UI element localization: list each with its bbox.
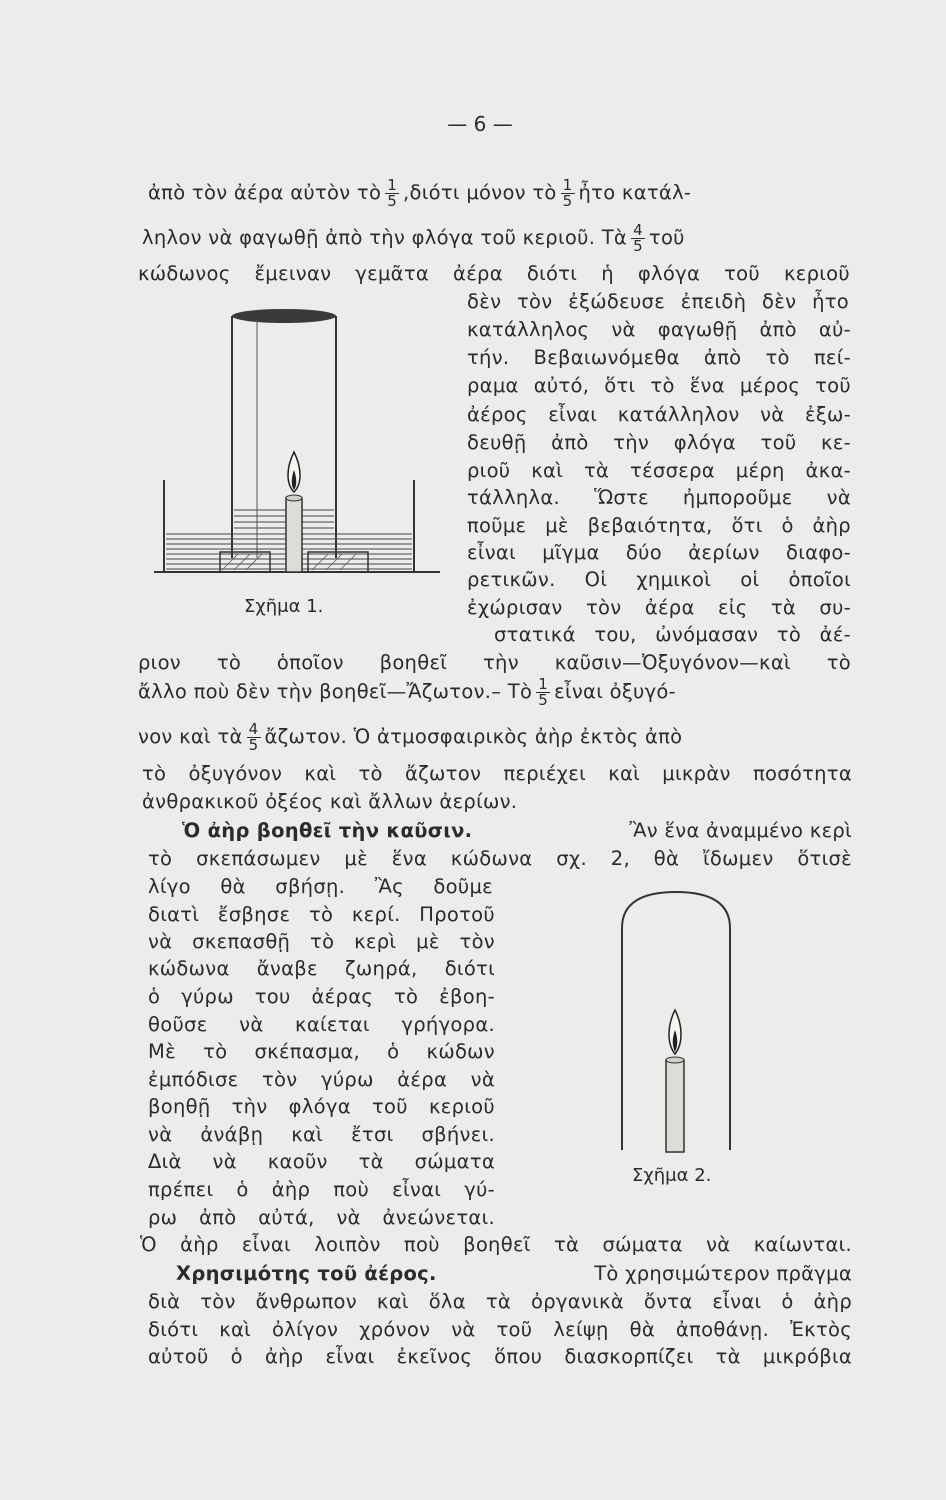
- fraction-numerator: 4: [248, 720, 259, 738]
- text-segment: ἄλλο ποὺ δὲν τὴν βοηθεῖ—Ἄζωτον.– Τὸ: [138, 680, 533, 703]
- text-line-10: ριοῦ καὶ τὰ τέσσερα μέρη ἀκα-: [467, 459, 851, 482]
- text-line-27: κώδωνα ἄναβε ζωηρά, διότι: [148, 957, 495, 980]
- fraction-numerator: 1: [538, 675, 549, 693]
- text-line-20: τὸ ὀξυγόνον καὶ τὸ ἄζωτον περιέχει καὶ μικρὰν ποσότητα: [142, 762, 852, 785]
- fraction-denominator: 5: [387, 192, 398, 210]
- text-line-40: διότι καὶ ὀλίγον χρόνον νὰ τοῦ λείψῃ θὰ ἀποθάνῃ. Ἐκτὸς: [148, 1318, 852, 1341]
- text-segment: τοῦ: [648, 226, 685, 249]
- figure-1-bell-jar-diagram: [140, 290, 470, 590]
- text-line-12: ποῦμε μὲ βεβαιότητα, ὅτι ὁ ἀὴρ: [467, 514, 851, 537]
- text-segment: ἦτο κατάλ-: [578, 181, 692, 204]
- text-line-7: ραμα αὐτό, ὅτι τὸ ἕνα μέρος τοῦ: [467, 374, 851, 397]
- fraction-four-fifths: [247, 722, 261, 753]
- text-segment: Τὸ χρησιμώτερον πρᾶγμα: [594, 1262, 852, 1285]
- section-heading: Ὁ ἀὴρ βοηθεῖ τὴν καῦσιν.: [182, 819, 473, 842]
- fraction-denominator: 5: [538, 691, 549, 709]
- text-line-25: διατὶ ἔσβησε τὸ κερί. Προτοῦ: [148, 903, 495, 926]
- fraction-denominator: 5: [633, 237, 643, 255]
- text-line-21: ἀνθρακικοῦ ὀξέος καὶ ἄλλων ἀερίων.: [142, 790, 518, 813]
- text-line-5: κατάλληλος νὰ φαγωθῇ ἀπὸ αὐ-: [467, 318, 851, 341]
- text-line-38: [176, 1262, 852, 1286]
- text-line-2: [142, 223, 685, 254]
- text-segment: νον καὶ τὰ: [138, 725, 243, 748]
- fraction-denominator: 5: [562, 192, 573, 210]
- text-line-34: Διὰ νὰ καοῦν τὰ σώματα: [148, 1150, 495, 1173]
- section-heading: Χρησιμότης τοῦ ἀέρος.: [176, 1262, 437, 1285]
- text-line-16: στατικά του, ὠνόμασαν τὸ ἀέ-: [494, 623, 851, 646]
- text-segment: εἶναι ὀξυγό-: [554, 680, 676, 703]
- figure-1-caption: Σχῆμα 1.: [244, 596, 324, 617]
- fraction-numerator: 1: [562, 176, 573, 194]
- text-line-33: νὰ ἀνάβῃ καὶ ἔτσι σβήνει.: [148, 1123, 495, 1146]
- text-line-26: νὰ σκεπασθῇ τὸ κερὶ μὲ τὸν: [148, 930, 495, 953]
- figure-2-bell-jar-diagram: [600, 880, 760, 1160]
- text-line-36: ρω ἀπὸ αὐτά, νὰ ἀνεώνεται.: [148, 1206, 495, 1229]
- text-line-29: θοῦσε νὰ καίεται γρήγορα.: [148, 1013, 495, 1036]
- candle: [666, 1060, 684, 1152]
- text-line-9: δευθῇ ἀπὸ τὴν φλόγα τοῦ κε-: [467, 431, 851, 454]
- bell-jar-top: [232, 309, 336, 323]
- text-line-13: εἶναι μῖγμα δύο ἀερίων διαφο-: [467, 541, 851, 564]
- text-line-8: ἀέρος εἶναι κατάλληλον νὰ ἐξω-: [467, 403, 851, 426]
- text-line-18: [138, 677, 676, 708]
- fraction-four-fifths: [631, 223, 645, 254]
- candle: [286, 498, 302, 572]
- text-line-31: ἐμπόδισε τὸν γύρω ἀέρα νὰ: [148, 1068, 495, 1091]
- figure-2-caption: Σχῆμα 2.: [632, 1165, 712, 1186]
- text-line-32: βοηθῇ τὴν φλόγα τοῦ κεριοῦ: [148, 1095, 495, 1118]
- text-line-3: κώδωνος ἔμειναν γεμᾶτα ἀέρα διότι ἡ φλόγα τοῦ κεριοῦ: [138, 262, 850, 285]
- fraction-one-fifth: [536, 677, 550, 708]
- text-line-35: πρέπει ὁ ἀὴρ ποὺ εἶναι γύ-: [148, 1178, 495, 1201]
- text-segment: Ἂν ἕνα ἀναμμένο κερὶ: [629, 819, 852, 842]
- text-line-37: Ὁ ἀὴρ εἶναι λοιπὸν ποὺ βοηθεῖ τὰ σώματα νὰ καίωνται.: [140, 1233, 852, 1256]
- text-line-30: Μὲ τὸ σκέπασμα, ὁ κώδων: [148, 1040, 495, 1063]
- text-line-19: [138, 722, 682, 753]
- text-line-28: ὁ γύρω του ἀέρας τὸ ἐβοη-: [148, 985, 495, 1008]
- text-line-1: [148, 178, 691, 209]
- text-line-41: αὐτοῦ ὁ ἀὴρ εἶναι ἐκεῖνος ὅπου διασκορπίζει τὰ μικρόβια: [148, 1345, 852, 1368]
- text-line-14: ρετικῶν. Οἱ χημικοὶ οἱ ὁποῖοι: [467, 568, 851, 591]
- text-line-15: ἐχώρισαν τὸν ἀέρα εἰς τὰ συ-: [467, 596, 851, 619]
- text-line-6: τήν. Βεβαιωνόμεθα ἀπὸ τὸ πεί-: [467, 346, 851, 369]
- text-line-23: τὸ σκεπάσωμεν μὲ ἕνα κώδωνα σχ. 2, θὰ ἴδωμεν ὅτισὲ: [148, 847, 852, 870]
- text-line-4: δὲν τὸν ἐξώδευσε ἐπειδὴ δὲν ἦτο: [467, 290, 849, 313]
- text-line-11: τάλληλα. Ὥστε ἠμποροῦμε νὰ: [467, 486, 851, 509]
- text-line-24: λίγο θὰ σβήσῃ. Ἂς δοῦμε: [148, 875, 493, 898]
- text-line-22: [182, 819, 852, 843]
- text-segment: ,διότι μόνον τὸ: [403, 181, 557, 204]
- text-line-39: διὰ τὸν ἄνθρωπον καὶ ὅλα τὰ ὀργανικὰ ὄντα εἶναι ὁ ἀὴρ: [148, 1290, 852, 1313]
- text-segment: ἀπὸ τὸν ἀέρα αὐτὸν τὸ: [148, 181, 382, 204]
- fraction-one-fifth: [385, 178, 399, 209]
- text-segment: ληλον νὰ φαγωθῇ ἀπὸ τὴν φλόγα τοῦ κεριοῦ. Τὰ: [142, 226, 628, 249]
- page-number: — 6 —: [447, 112, 513, 136]
- fraction-one-fifth: [561, 178, 575, 209]
- fraction-numerator: 1: [387, 176, 398, 194]
- fraction-denominator: 5: [248, 736, 259, 754]
- text-segment: ἄζωτον. Ὁ ἀτμοσφαιρικὸς ἀὴρ ἐκτὸς ἀπὸ: [264, 725, 683, 748]
- text-line-17: ριον τὸ ὁποῖον βοηθεῖ τὴν καῦσιν—Ὀξυγόνον—καὶ τὸ: [138, 651, 851, 674]
- fraction-numerator: 4: [633, 221, 643, 239]
